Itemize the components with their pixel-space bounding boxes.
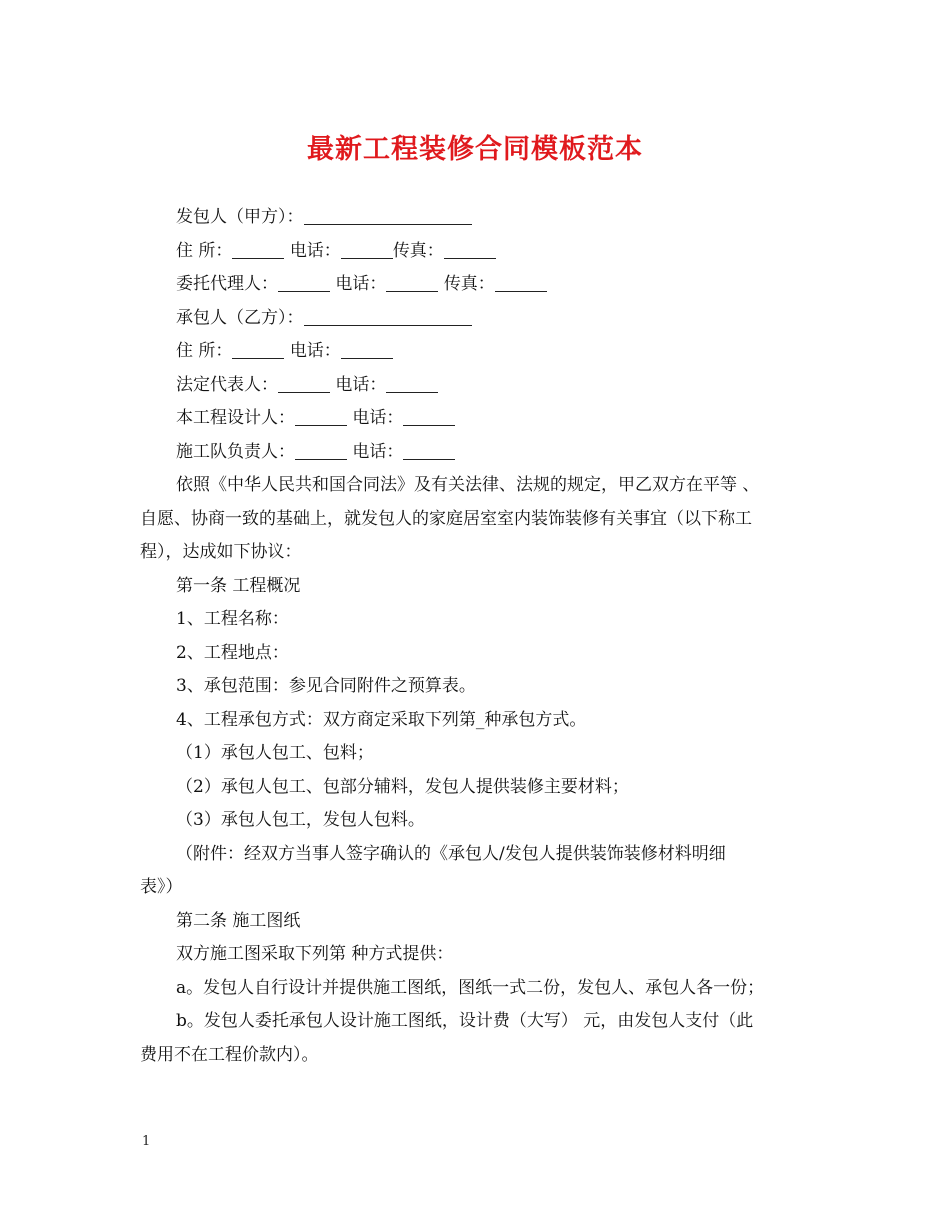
legal-rep-phone-label: 电话： xyxy=(335,374,387,395)
article-1-item-2: 2、工程地点： xyxy=(176,642,289,663)
preamble-line-1: 依照《中华人民共和国合同法》及有关法律、法规的规定，甲乙双方在平等 、 xyxy=(176,475,760,495)
legal-rep-blank xyxy=(278,374,330,393)
article-1-option-3: （3）承包人包工，发包人包料。 xyxy=(176,810,425,830)
team-leader-line xyxy=(140,436,820,470)
contract-body xyxy=(140,201,820,1072)
party-b-blank xyxy=(304,307,472,326)
article-2-option-b-line-1: b。发包人委托承包人设计施工图纸，设计费（大写） 元，由发包人支付（此 xyxy=(176,1011,754,1031)
designer-blank xyxy=(295,407,347,426)
article-2-heading: 第二条 施工图纸 xyxy=(176,910,301,931)
team-leader-phone-blank xyxy=(403,441,455,460)
legal-rep-line xyxy=(140,369,820,403)
team-leader-label: 施工队负责人： xyxy=(176,441,295,462)
preamble-line-3: 程），达成如下协议： xyxy=(140,542,302,562)
designer-phone-label: 电话： xyxy=(352,408,404,428)
article-2-option-b-line-2: 费用不在工程价款内）。 xyxy=(140,1044,319,1065)
article-1-item-1: 1、工程名称： xyxy=(176,609,289,629)
agent-line xyxy=(140,268,820,302)
party-a-phone-label: 电话： xyxy=(289,240,341,261)
page-number: 1 xyxy=(142,1134,151,1149)
agent-phone-label: 电话： xyxy=(335,274,387,294)
legal-rep-label: 法定代表人： xyxy=(176,374,278,395)
designer-line xyxy=(140,402,820,436)
agent-blank xyxy=(278,273,330,292)
party-b-phone-blank xyxy=(341,340,393,359)
team-leader-phone-label: 电话： xyxy=(352,441,404,462)
party-a-fax-label: 传真： xyxy=(392,240,444,261)
party-a-address-label: 住 所： xyxy=(176,240,233,261)
party-b-address-label: 住 所： xyxy=(176,341,233,361)
legal-rep-phone-blank xyxy=(386,374,438,393)
party-b-line xyxy=(140,302,820,336)
party-b-phone-label: 电话： xyxy=(289,341,341,361)
party-a-line xyxy=(140,201,820,235)
agent-fax-label: 传真： xyxy=(443,274,495,294)
party-a-address-line xyxy=(140,235,820,269)
article-2-option-a: a。发包人自行设计并提供施工图纸，图纸一式二份，发包人、承包人各一份； xyxy=(176,977,765,998)
party-b-address-blank xyxy=(232,340,284,359)
agent-phone-blank xyxy=(386,273,438,292)
article-1-item-4: 4、工程承包方式：双方商定采取下列第_种承包方式。 xyxy=(176,709,587,730)
document-title: 最新工程装修合同模板范本 xyxy=(307,134,643,165)
team-leader-blank xyxy=(295,441,347,460)
article-1-item-3: 3、承包范围：参见合同附件之预算表。 xyxy=(176,676,476,696)
article-1-option-1: （1）承包人包工、包料； xyxy=(176,743,374,763)
article-1-heading: 第一条 工程概况 xyxy=(176,575,301,596)
agent-label: 委托代理人： xyxy=(176,274,278,294)
party-b-label: 承包人（乙方）： xyxy=(176,307,304,328)
article-2-intro: 双方施工图采取下列第 种方式提供： xyxy=(176,944,454,964)
preamble-line-2: 自愿、协商一致的基础上，就发包人的家庭居室室内装饰装修有关事宜（以下称工 xyxy=(140,508,752,529)
party-a-fax-blank xyxy=(444,240,496,259)
party-a-address-blank xyxy=(232,240,284,259)
party-a-label: 发包人（甲方）： xyxy=(176,207,304,227)
article-1-option-2: （2）承包人包工、包部分辅料，发包人提供装修主要材料； xyxy=(176,776,629,797)
agent-fax-blank xyxy=(495,273,547,292)
article-1-attachment-line-1: （附件：经双方当事人签字确认的《承包人/发包人提供装饰装修材料明细 xyxy=(176,843,726,864)
designer-phone-blank xyxy=(403,407,455,426)
article-1-attachment-line-2: 表》） xyxy=(140,877,183,897)
party-b-address-line xyxy=(140,335,820,369)
designer-label: 本工程设计人： xyxy=(176,408,295,428)
party-a-blank xyxy=(304,206,472,225)
party-a-phone-blank xyxy=(341,240,393,259)
